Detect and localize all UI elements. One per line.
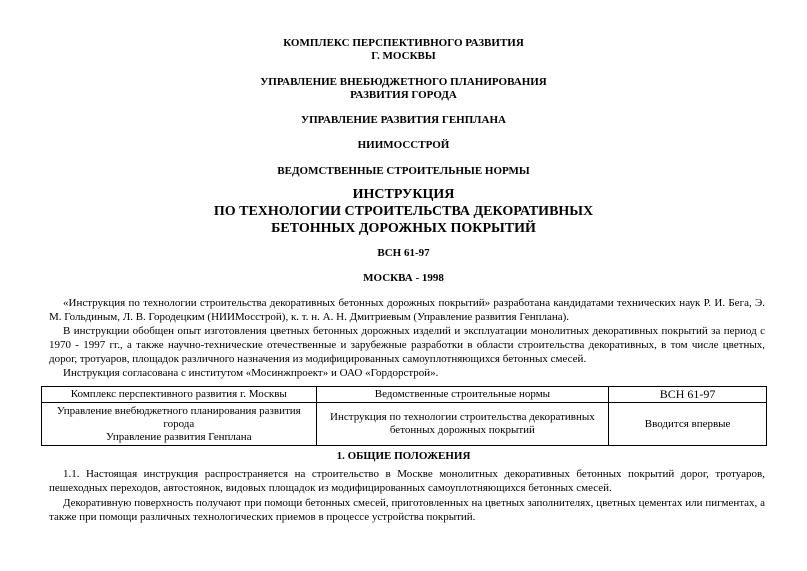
org-header-1 xyxy=(0,37,807,63)
intro-paragraph-3: Инструкция согласована с институтом «Мосинжпроект» и ОАО «Гордорстрой». xyxy=(63,367,439,379)
section-heading: 1. ОБЩИЕ ПОЛОЖЕНИЯ xyxy=(336,450,471,462)
table-cell-departments-line1: Управление внебюджетного планирования развития xyxy=(56,404,301,417)
place-year: МОСКВА - 1998 xyxy=(363,272,444,284)
org-header-4: НИИМОССТРОЙ xyxy=(357,139,450,151)
org-header-2-line1: УПРАВЛЕНИЕ ВНЕБЮДЖЕТНОГО ПЛАНИРОВАНИЯ xyxy=(260,76,547,88)
table-cell-status: Вводится впервые xyxy=(609,403,767,446)
document-info-table xyxy=(41,386,767,446)
org-header-2 xyxy=(0,76,807,102)
table-row xyxy=(42,403,767,446)
table-cell-instruction-title: Инструкция по технологии строительства декоративных бетонных дорожных покрытий xyxy=(316,403,609,446)
section-paragraph-2: Декоративную поверхность получают при помощи бетонных смесей, приготовленных на цветных заполнителях, цветных цементах или пигментах, а также при помощи различных технологических приемов в процессе устройства покрытий. xyxy=(49,497,765,523)
table-cell-departments-line3: Управление развития Генплана xyxy=(106,430,252,443)
table-row xyxy=(42,387,767,403)
intro-paragraph-1: «Инструкция по технологии строительства декоративных бетонных дорожных покрытий» разработана кандидатами технических наук Р. И. Бега, Э. М. Гольдиным, Л. В. Городецким (НИИМосстрой), к. т. н. А. Н. Дмитриевым (Управление развития Генплана). xyxy=(49,297,765,323)
org-header-2-line2: РАЗВИТИЯ ГОРОДА xyxy=(350,89,457,101)
document-code: ВСН 61-97 xyxy=(377,247,430,259)
table-cell-departments-line2: города xyxy=(163,417,195,430)
table-cell-norms: Ведомственные строительные нормы xyxy=(316,387,609,403)
intro-paragraph-2: В инструкции обобщен опыт изготовления цветных бетонных дорожных изделий и эксплуатации монолитных декоративных покрытий за период с 1970 - 1997 гг., а также научно-технические отечественные и зарубежные разработки в области строительства декоративных, в том числе цветных, дорог, тротуаров, площадок различного назначения из модифицированных самоуплотняющихся бетонных смесей. xyxy=(49,325,765,365)
table-cell-code: ВСН 61-97 xyxy=(609,387,767,403)
norms-heading: ВЕДОМСТВЕННЫЕ СТРОИТЕЛЬНЫЕ НОРМЫ xyxy=(277,165,530,177)
document-title-line1: ИНСТРУКЦИЯ xyxy=(352,187,455,202)
document-title-line2: ПО ТЕХНОЛОГИИ СТРОИТЕЛЬСТВА ДЕКОРАТИВНЫХ xyxy=(213,204,594,219)
section-paragraph-1: 1.1. Настоящая инструкция распространяется на строительство в Москве монолитных декоративных бетонных покрытий дорог, тротуаров, пешеходных переходов, автостоянок, видовых площадок из модифицированных самоуплотняющихся бетонных смесей. xyxy=(49,468,765,494)
table-cell-departments xyxy=(42,403,317,446)
org-header-1-line2: Г. МОСКВЫ xyxy=(371,50,436,62)
org-header-1-line1: КОМПЛЕКС ПЕРСПЕКТИВНОГО РАЗВИТИЯ xyxy=(283,37,524,49)
table-cell-organization: Комплекс перспективного развития г. Москвы xyxy=(42,387,317,403)
org-header-3: УПРАВЛЕНИЕ РАЗВИТИЯ ГЕНПЛАНА xyxy=(301,114,506,126)
document-title xyxy=(0,186,807,237)
document-title-line3: БЕТОННЫХ ДОРОЖНЫХ ПОКРЫТИЙ xyxy=(271,221,536,236)
